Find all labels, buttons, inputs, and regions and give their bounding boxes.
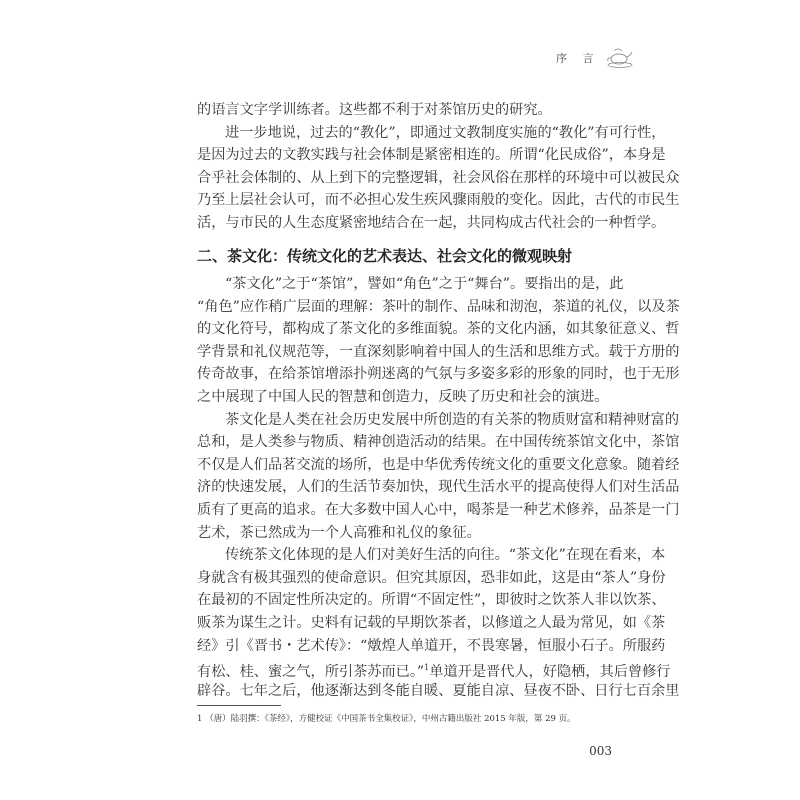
text-after-marker: 单道开是晋代人，好隐栖，其后曾修行 [429, 664, 671, 681]
text-line: 不仅是人们品茗交流的场所，也是中华优秀传统文化的重要文化意象。随着经 [197, 456, 680, 473]
intro-paragraphs [197, 99, 680, 235]
text-line: 乃至上层社会认可，而不必担心发生疾风骤雨般的变化。因此，古代的市民生 [197, 192, 680, 209]
text-line: 济的快速发展，人们的生活节奏加快，现代生活水平的提高使得人们对生活品 [197, 479, 680, 496]
section-heading: 二、茶文化：传统文化的艺术表达、社会文化的微观映射 [197, 247, 573, 265]
section-title: 序 言 [556, 52, 600, 65]
text-line: 茶文化是人类在社会历史发展中所创造的有关茶的物质财富和精神财富的 [225, 411, 680, 428]
text-line: 传统茶文化体现的是人们对美好生活的向往。“茶文化”在现在看来，本 [225, 547, 666, 564]
text-line: 身就含有极其强烈的使命意识。但究其原因，恐非如此，这是由“茶人”身份 [197, 569, 666, 586]
text-line: 传奇故事，在给茶馆增添扑朔迷离的气氛与多姿多彩的形象的同时，也于无形 [197, 366, 680, 383]
text-line: 的文化符号，都构成了茶文化的多维面貌。茶的文化内涵，如其象征意义、哲 [197, 321, 680, 338]
text-line: 经》引《晋书・艺术传》：“燉煌人单道开，不畏寒暑，恒服小石子。所服药 [197, 637, 666, 654]
text-line: 在最初的不固定性所决定的。所谓“不固定性”，即彼时之饮茶人非以饮茶、 [197, 592, 666, 609]
running-header [556, 47, 636, 69]
text-line-with-footnote [197, 657, 671, 681]
text-line: 总和，是人类参与物质、精神创造活动的结果。在中国传统茶馆文化中，茶馆 [197, 434, 680, 451]
main-paragraphs [197, 273, 680, 702]
text-line: 的语言文字学训练者。这些都不利于对茶馆历史的研究。 [197, 102, 552, 118]
quote-text: 有松、桂、蜜之气，所引茶苏而已。” [197, 664, 425, 681]
page-number: 003 [589, 744, 612, 758]
text-line: 艺术，茶已然成为一个人高雅和礼仪的象征。 [197, 524, 481, 541]
text-line: 辟谷。七年之后，他逐渐达到冬能自暖、夏能自凉、昼夜不卧、日行七百余里 [197, 682, 680, 699]
text-line: 之中展现了中国人民的智慧和创造力，反映了历史和社会的演进。 [197, 388, 609, 405]
teapot-icon [606, 47, 636, 69]
text-line: 活，与市民的人生态度紧密地结合在一起，共同构成古代社会的一种哲学。 [197, 214, 666, 231]
text-line: 合乎社会体制的、从上到下的完整逻辑，社会风俗在那样的环境中可以被民众 [197, 169, 680, 186]
text-line: 质有了更高的追求。在大多数中国人心中，喝茶是一种艺术修养，品茶是一门 [197, 501, 680, 518]
text-line: 是因为过去的文教实践与社会体制是紧密相连的。所谓“化民成俗”，本身是 [197, 147, 666, 164]
text-line: “茶文化”之于“茶馆”，譬如“角色”之于“舞台”。要指出的是，此 [225, 276, 624, 292]
footnote-marker[interactable]: 1 [424, 663, 430, 673]
text-line: 贩茶为谋生之计。史料有记载的早期饮茶者，以修道之人最为常见，如《茶 [197, 614, 666, 631]
footnote-divider [197, 705, 281, 706]
text-line: 学背景和礼仪规范等，一直深刻影响着中国人的生活和思维方式。载于方册的 [197, 343, 680, 360]
text-line: 进一步地说，过去的“教化”，即通过文教制度实施的“教化”有可行性， [225, 124, 666, 141]
footnote: 1 （唐）陆羽撰：《茶经》，方健校证《中国茶书全集校证》，中州古籍出版社 2015 年版，第 29 页。 [197, 714, 576, 724]
text-line: “角色”应作稍广层面的理解：茶叶的制作、品味和沏泡，茶道的礼仪，以及茶 [197, 298, 680, 315]
